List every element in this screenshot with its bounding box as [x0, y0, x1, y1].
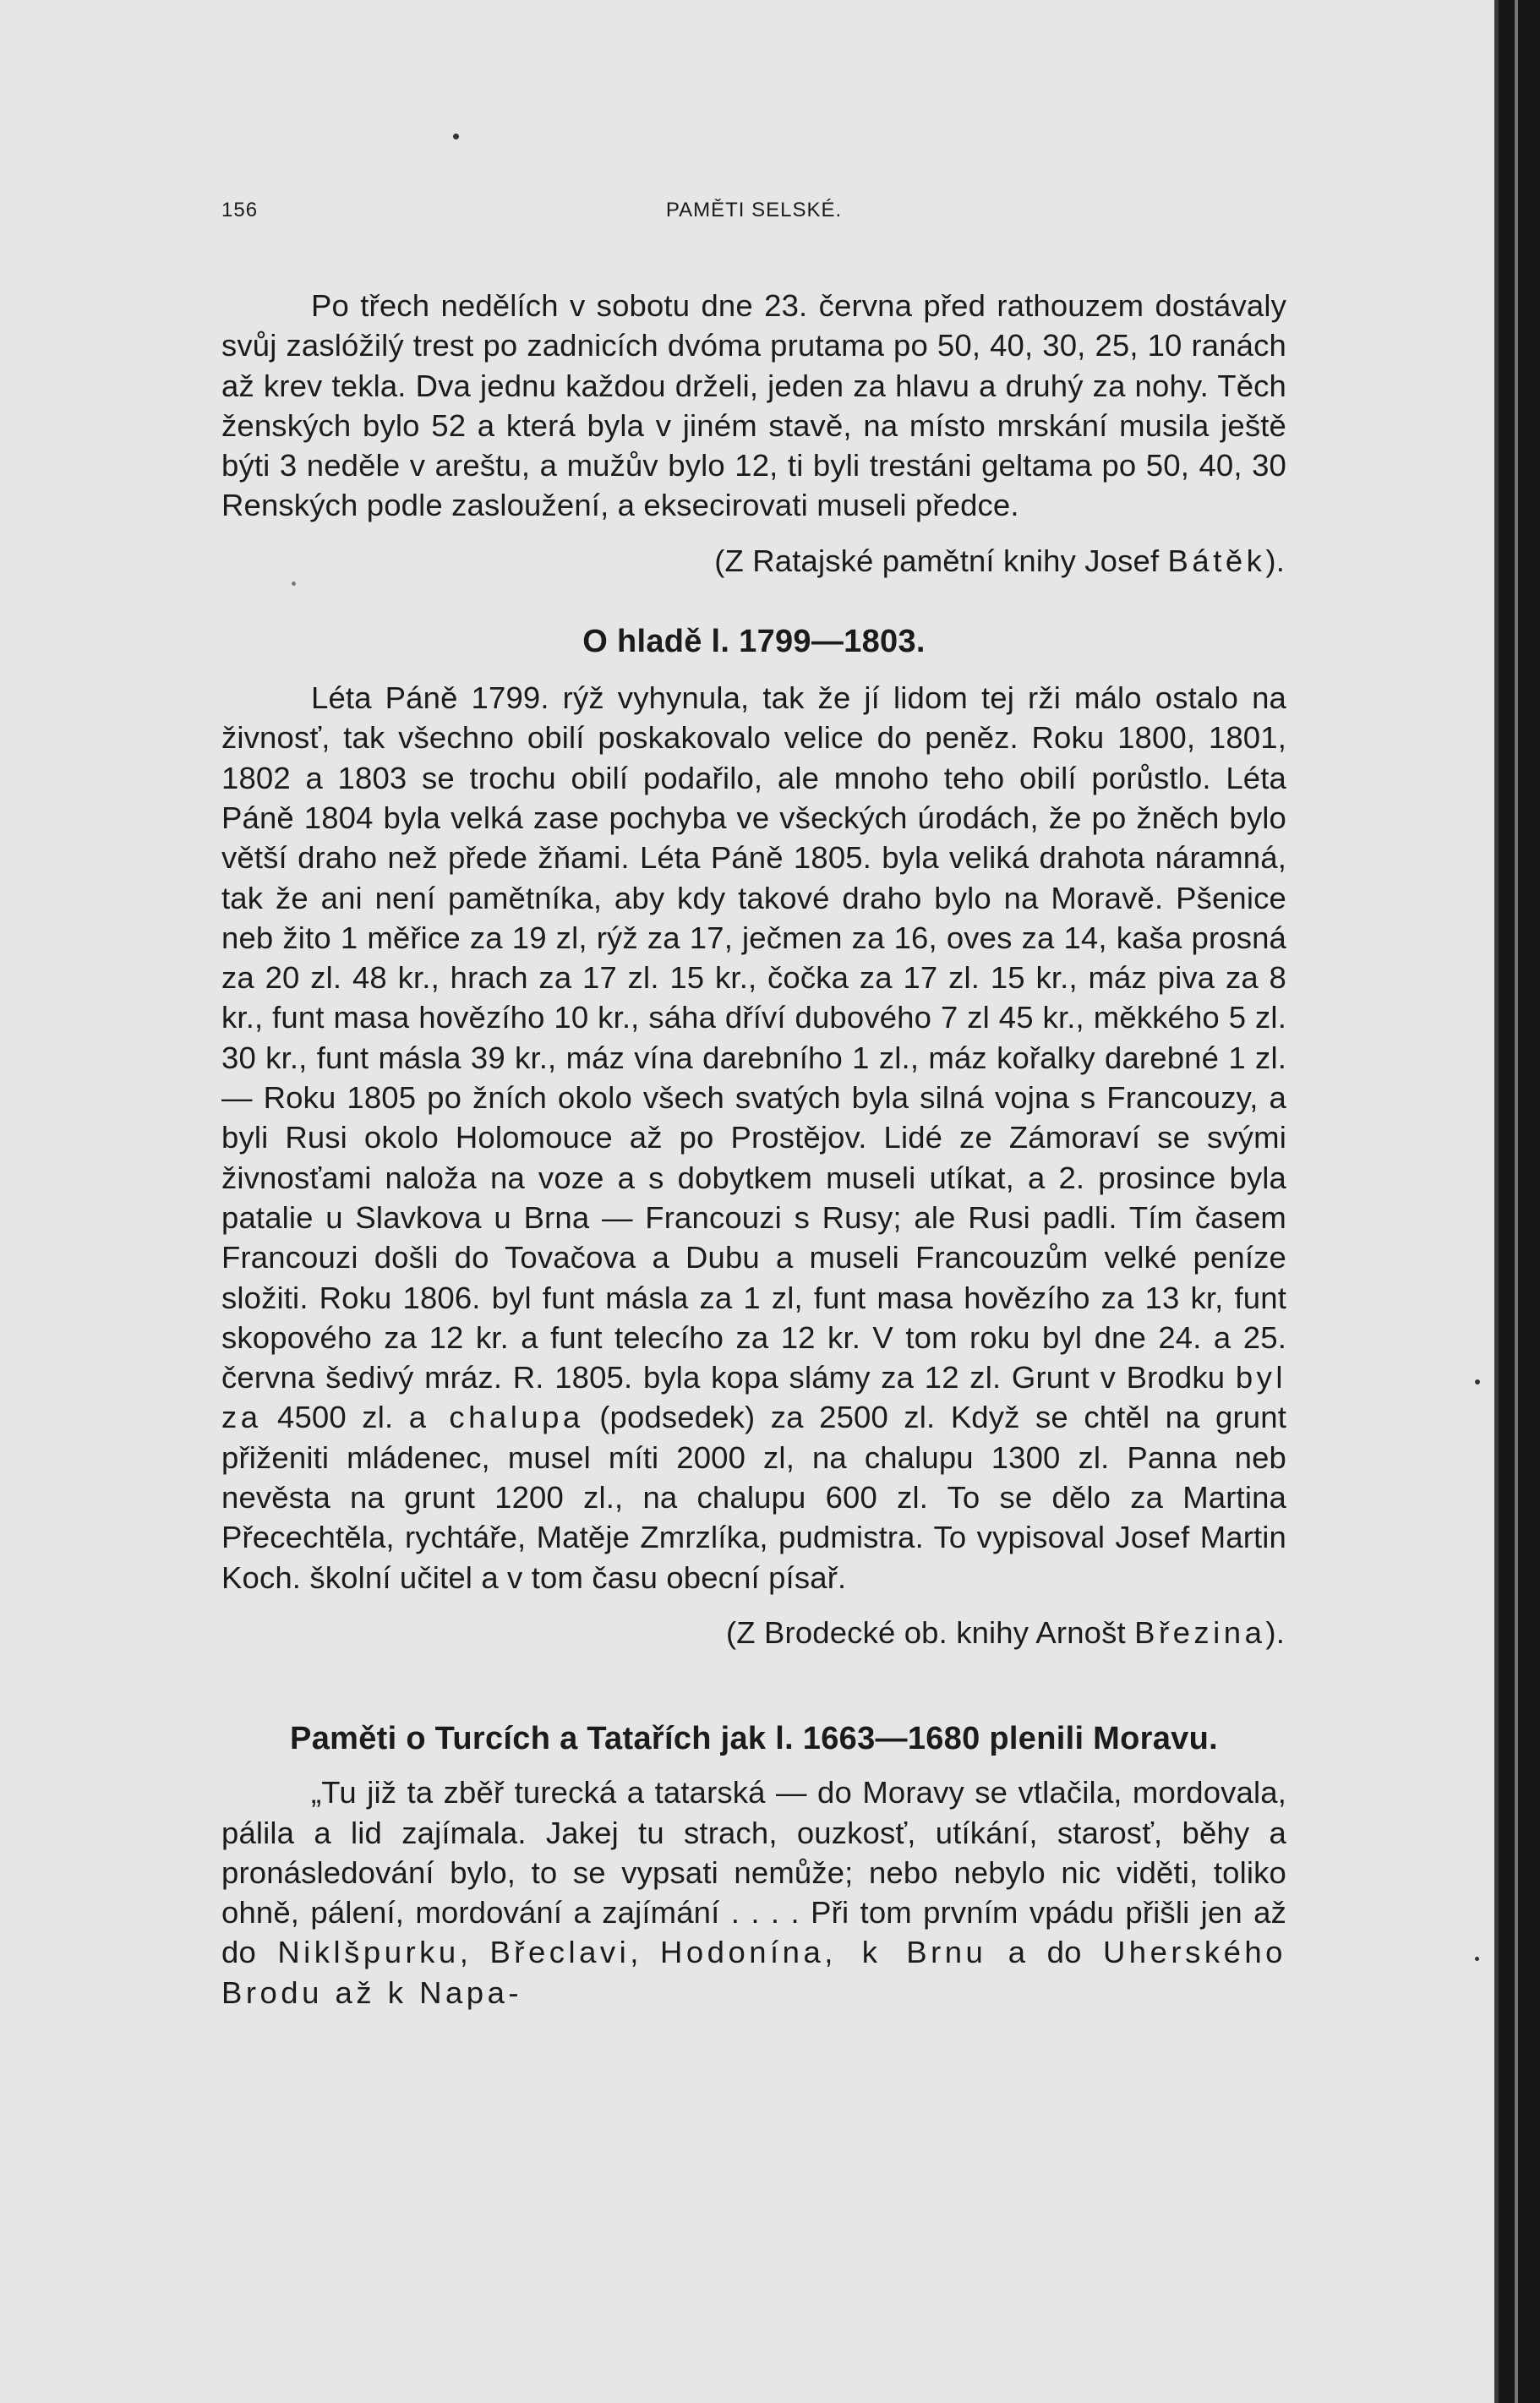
page-number: 156	[221, 199, 259, 221]
place-name: Brnu	[906, 1935, 987, 1970]
page-edge	[1494, 0, 1499, 2403]
source-prefix: (Z Ratajské pamětní knihy Josef	[714, 543, 1168, 578]
place-name: Niklšpurku	[277, 1935, 460, 1970]
scan-speck	[1475, 1957, 1479, 1961]
paragraph-turci-text: „Tu již ta zběř turecká a tatarská — do Moravy se vtlačila, mordovala, pálila a lid zajímala. Jakej tu strach, ouzkosť, utíkání, starosť, běhy a pronásledování bylo, to se vypsati nemůže; nebo nebylo nic viděti, toliko ohně, pálení, mordování a zajímání . . . . Při tom prvním vpádu přišli jen až do	[221, 1775, 1286, 1970]
paragraph-turci	[221, 1772, 1286, 2013]
source-prefix: (Z Brodecké ob. knihy Arnošt	[725, 1614, 1135, 1650]
running-header	[221, 199, 1286, 232]
source-author: Březina	[1134, 1614, 1266, 1650]
page-edge	[1515, 0, 1518, 2403]
spaced-text: a chalupa	[408, 1400, 584, 1435]
heading-turci: Paměti o Turcích a Tatařích jak l. 1663—1680 plenili Moravu.	[290, 1721, 1218, 1757]
source-citation-ratajska	[221, 541, 1286, 581]
separator: ,	[459, 1935, 490, 1970]
running-title: PAMĚTI SELSKÉ.	[665, 199, 843, 221]
source-suffix: ).	[1265, 1614, 1285, 1650]
paragraph-hlad-text-3: (podsedek) za 2500 zl. Když se chtěl na grunt přiženiti mládenec, musel míti 2000 zl, na chalupu 1300 zl. Panna neb nevěsta na grunt 1200 zl., na chalupu 600 zl. To se dělo za Martina Přecechtěla, rychtáře, Matěje Zmrzlíka, pudmistra. To vypisoval Josef Martin Koch. školní učitel a v tom času obecní písař.	[221, 1400, 1286, 1595]
place-name: Břeclavi	[489, 1935, 631, 1970]
separator: ,	[630, 1935, 660, 1970]
source-suffix: ).	[1265, 543, 1285, 578]
source-citation-brodecka	[221, 1613, 1286, 1652]
place-name: Hodonína	[659, 1935, 825, 1970]
source-author: Bátěk	[1167, 543, 1266, 578]
paragraph-hlad	[221, 678, 1286, 1597]
text-body	[221, 286, 1286, 2013]
separator: , k	[824, 1935, 907, 1970]
heading-hlad: O hladě l. 1799—1803.	[582, 624, 926, 660]
place-name: Uherského Brodu	[221, 1935, 1286, 2010]
paragraph-hlad-text-2: 4500 zl.	[261, 1400, 409, 1435]
separator: a do	[986, 1935, 1103, 1970]
scan-speck	[1475, 1379, 1480, 1384]
paragraph-rathouz: Po třech nedělích v sobotu dne 23. června před rathouzem dostávaly svůj zaslóžilý trest po zadnicích dvóma prutama po 50, 40, 30, 25, 10 ranách až krev tekla. Dva jednu každou drželi, jeden za hlavu a druhý za nohy. Těch ženských bylo 52 a která byla v jiném stavě, na místo mrskání musila ještě býti 3 neděle v areštu, a mužův bylo 12, ti byli trestáni geltama po 50, 40, 30 Renských podle zasloužení, a eksecirovati museli předce.	[221, 288, 1286, 523]
separator: až k	[322, 1974, 420, 2010]
spaced-text: byl za	[221, 1360, 1286, 1435]
place-name: Napa-	[419, 1974, 523, 2010]
paragraph-hlad-text: Léta Páně 1799. rýž vyhynula, tak že jí lidom tej rži málo ostalo na živnosť, tak všechno obilí poskakovalo velice do peněz. Roku 1800, 1801, 1802 a 1803 se trochu obilí podařilo, ale mnoho teho obilí porůstlo. Léta Páně 1804 byla velká zase pochyba ve všeckých úrodách, že po žněch bylo větší draho než přede žňami. Léta Páně 1805. byla veliká drahota náramná, tak že ani není pamětníka, aby kdy takové draho bylo na Moravě. Pšenice neb žito 1 měřice za 19 zl, rýž za 17, ječmen za 16, oves za 14, kaša prosná za 20 zl. 48 kr., hrach za 17 zl. 15 kr., čočka za 17 zl. 15 kr., máz piva za 8 kr., funt masa hovězího 10 kr., sáha dříví dubového 7 zl 45 kr., měkkého 5 zl. 30 kr., funt másla 39 kr., máz vína darebního 1 zl., máz kořalky darebné 1 zl. — Roku 1805 po žních okolo všech svatých byla silná vojna s Francouzy, a byli Rusi okolo Holomouce až po Prostějov. Lidé ze Zámoraví se svými živnosťami naloža na voze a s dobytkem museli utíkat, a 2. prosince byla patalie u Slavkova u Brna — Francouzi s Rusy; ale Rusi padli. Tím časem Francouzi došli do Tovačova a Dubu a museli Francouzům velké peníze složiti. Roku 1806. byl funt másla za 1 zl, funt masa hovězího za 13 kr, funt skopového za 12 kr. a funt telecího za 12 kr. V tom roku byl dne 24. a 25. června šedivý mráz. R. 1805. byla kopa slámy za 12 zl. Grunt v Brodku	[221, 680, 1286, 1395]
scan-speck	[453, 134, 459, 139]
